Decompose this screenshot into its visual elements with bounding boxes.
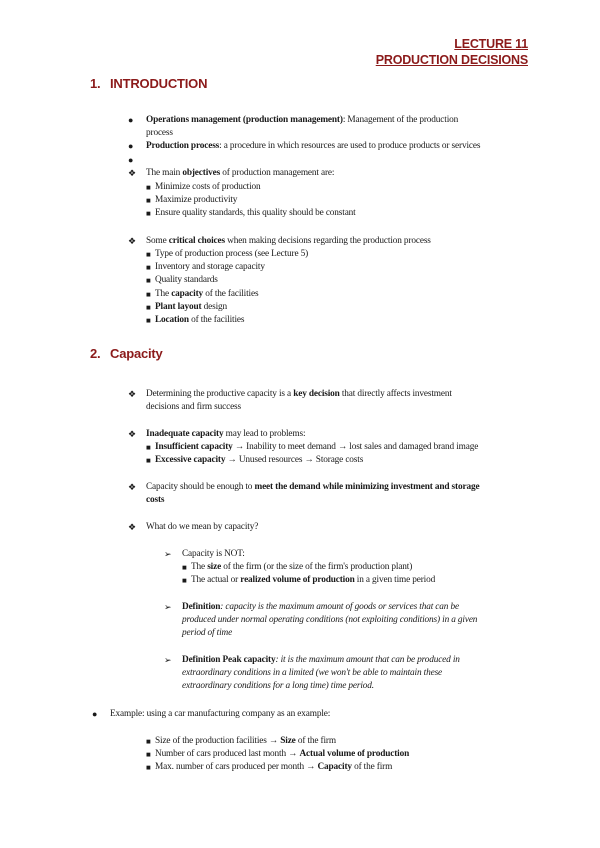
peak-capacity-line: extraordinary conditions for a long time) time period. bbox=[182, 681, 374, 691]
bullet-icon: ● bbox=[128, 115, 134, 125]
choice-item: Plant layout design bbox=[155, 302, 228, 312]
diamond-bullet-icon: ❖ bbox=[128, 522, 137, 532]
key-decision-continuation: decisions and firm success bbox=[146, 402, 241, 412]
square-bullet-icon: ■ bbox=[146, 750, 151, 759]
choice-item: Type of production process (see Lecture 5) bbox=[155, 249, 309, 259]
square-bullet-icon: ■ bbox=[146, 763, 151, 772]
diamond-bullet-icon: ❖ bbox=[128, 236, 137, 246]
definition-line: period of time bbox=[182, 628, 233, 638]
diamond-bullet-icon: ❖ bbox=[128, 482, 137, 492]
square-bullet-icon: ■ bbox=[146, 456, 151, 465]
diamond-bullet-icon: ❖ bbox=[128, 429, 137, 439]
arrow-bullet-icon: ➢ bbox=[164, 602, 172, 612]
peak-capacity-line: extraordinary conditions in a limited (we won't be able to maintain these bbox=[182, 668, 443, 678]
choice-item: Inventory and storage capacity bbox=[155, 262, 265, 272]
not-size-item: The size of the firm (or the size of the firm's production plant) bbox=[191, 562, 413, 572]
example-item: Size of the production facilities → Size of the firm bbox=[155, 736, 336, 746]
lecture-number: LECTURE 11 bbox=[454, 37, 528, 51]
square-bullet-icon: ■ bbox=[182, 576, 187, 585]
section-2-heading bbox=[90, 346, 163, 361]
bullet-icon: ● bbox=[128, 155, 134, 165]
square-bullet-icon: ■ bbox=[146, 250, 151, 259]
choice-item: The capacity of the facilities bbox=[155, 289, 259, 299]
section-2-title: Capacity bbox=[110, 346, 163, 361]
bullet-icon: ● bbox=[128, 141, 134, 151]
square-bullet-icon: ■ bbox=[182, 563, 187, 572]
lecture-title: PRODUCTION DECISIONS bbox=[375, 53, 528, 67]
square-bullet-icon: ■ bbox=[146, 263, 151, 272]
not-volume-item: The actual or realized volume of production in a given time period bbox=[191, 575, 436, 585]
square-bullet-icon: ■ bbox=[146, 303, 151, 312]
square-bullet-icon: ■ bbox=[146, 737, 151, 746]
capacity-not-title: Capacity is NOT: bbox=[182, 549, 245, 559]
example-item: Number of cars produced last month → Actual volume of production bbox=[155, 749, 410, 759]
diamond-bullet-icon: ❖ bbox=[128, 389, 137, 399]
section-1-number: 1. bbox=[90, 76, 101, 91]
definition-line: Definition: capacity is the maximum amount of goods or services that can be bbox=[182, 602, 459, 612]
meet-demand-continuation: costs bbox=[146, 495, 165, 505]
square-bullet-icon: ■ bbox=[146, 196, 151, 205]
capacity-question: What do we mean by capacity? bbox=[146, 522, 259, 532]
op-mgmt-definition: Operations management (production management): Management of the production bbox=[146, 115, 459, 125]
definition-line: produced under normal operating conditions (not exploiting conditions) in a given bbox=[182, 615, 478, 625]
objective-item: Minimize costs of production bbox=[155, 182, 261, 192]
square-bullet-icon: ■ bbox=[146, 276, 151, 285]
peak-capacity-line: Definition Peak capacity: it is the maximum amount that can be produced in bbox=[182, 655, 460, 665]
key-decision-paragraph: Determining the productive capacity is a key decision that directly affects investment bbox=[146, 389, 452, 399]
section-2-number: 2. bbox=[90, 346, 101, 361]
prod-process-term: Production process bbox=[146, 141, 220, 151]
inadequate-capacity-paragraph: Inadequate capacity may lead to problems: bbox=[146, 429, 306, 439]
insufficient-capacity-item: Insufficient capacity → Inability to meet demand → lost sales and damaged brand image bbox=[155, 442, 479, 452]
objective-item: Maximize productivity bbox=[155, 195, 238, 205]
prod-process-definition: Production process: a procedure in which resources are used to produce products or services bbox=[146, 141, 481, 151]
bullet-icon: ● bbox=[92, 709, 98, 719]
op-mgmt-continuation: process bbox=[146, 128, 173, 138]
objective-item: Ensure quality standards, this quality should be constant bbox=[155, 208, 356, 218]
meet-demand-paragraph: Capacity should be enough to meet the demand while minimizing investment and storage bbox=[146, 482, 480, 492]
square-bullet-icon: ■ bbox=[146, 209, 151, 218]
square-bullet-icon: ■ bbox=[146, 183, 151, 192]
critical-choices-intro: Some critical choices when making decisions regarding the production process bbox=[146, 236, 431, 246]
section-1-heading bbox=[90, 76, 207, 91]
choice-item: Location of the facilities bbox=[155, 315, 245, 325]
choice-item: Quality standards bbox=[155, 275, 218, 285]
lecture-header bbox=[376, 36, 528, 68]
diamond-bullet-icon: ❖ bbox=[128, 168, 137, 178]
arrow-bullet-icon: ➢ bbox=[164, 549, 172, 559]
square-bullet-icon: ■ bbox=[146, 443, 151, 452]
square-bullet-icon: ■ bbox=[146, 290, 151, 299]
section-1-title: INTRODUCTION bbox=[110, 76, 208, 91]
example-item: Max. number of cars produced per month → Capacity of the firm bbox=[155, 762, 393, 772]
example-intro: Example: using a car manufacturing company as an example: bbox=[110, 709, 331, 719]
excessive-capacity-item: Excessive capacity → Unused resources → Storage costs bbox=[155, 455, 364, 465]
arrow-bullet-icon: ➢ bbox=[164, 655, 172, 665]
op-mgmt-term: Operations management (production management) bbox=[146, 115, 343, 125]
objectives-intro: The main objectives of production management are: bbox=[146, 168, 335, 178]
square-bullet-icon: ■ bbox=[146, 316, 151, 325]
